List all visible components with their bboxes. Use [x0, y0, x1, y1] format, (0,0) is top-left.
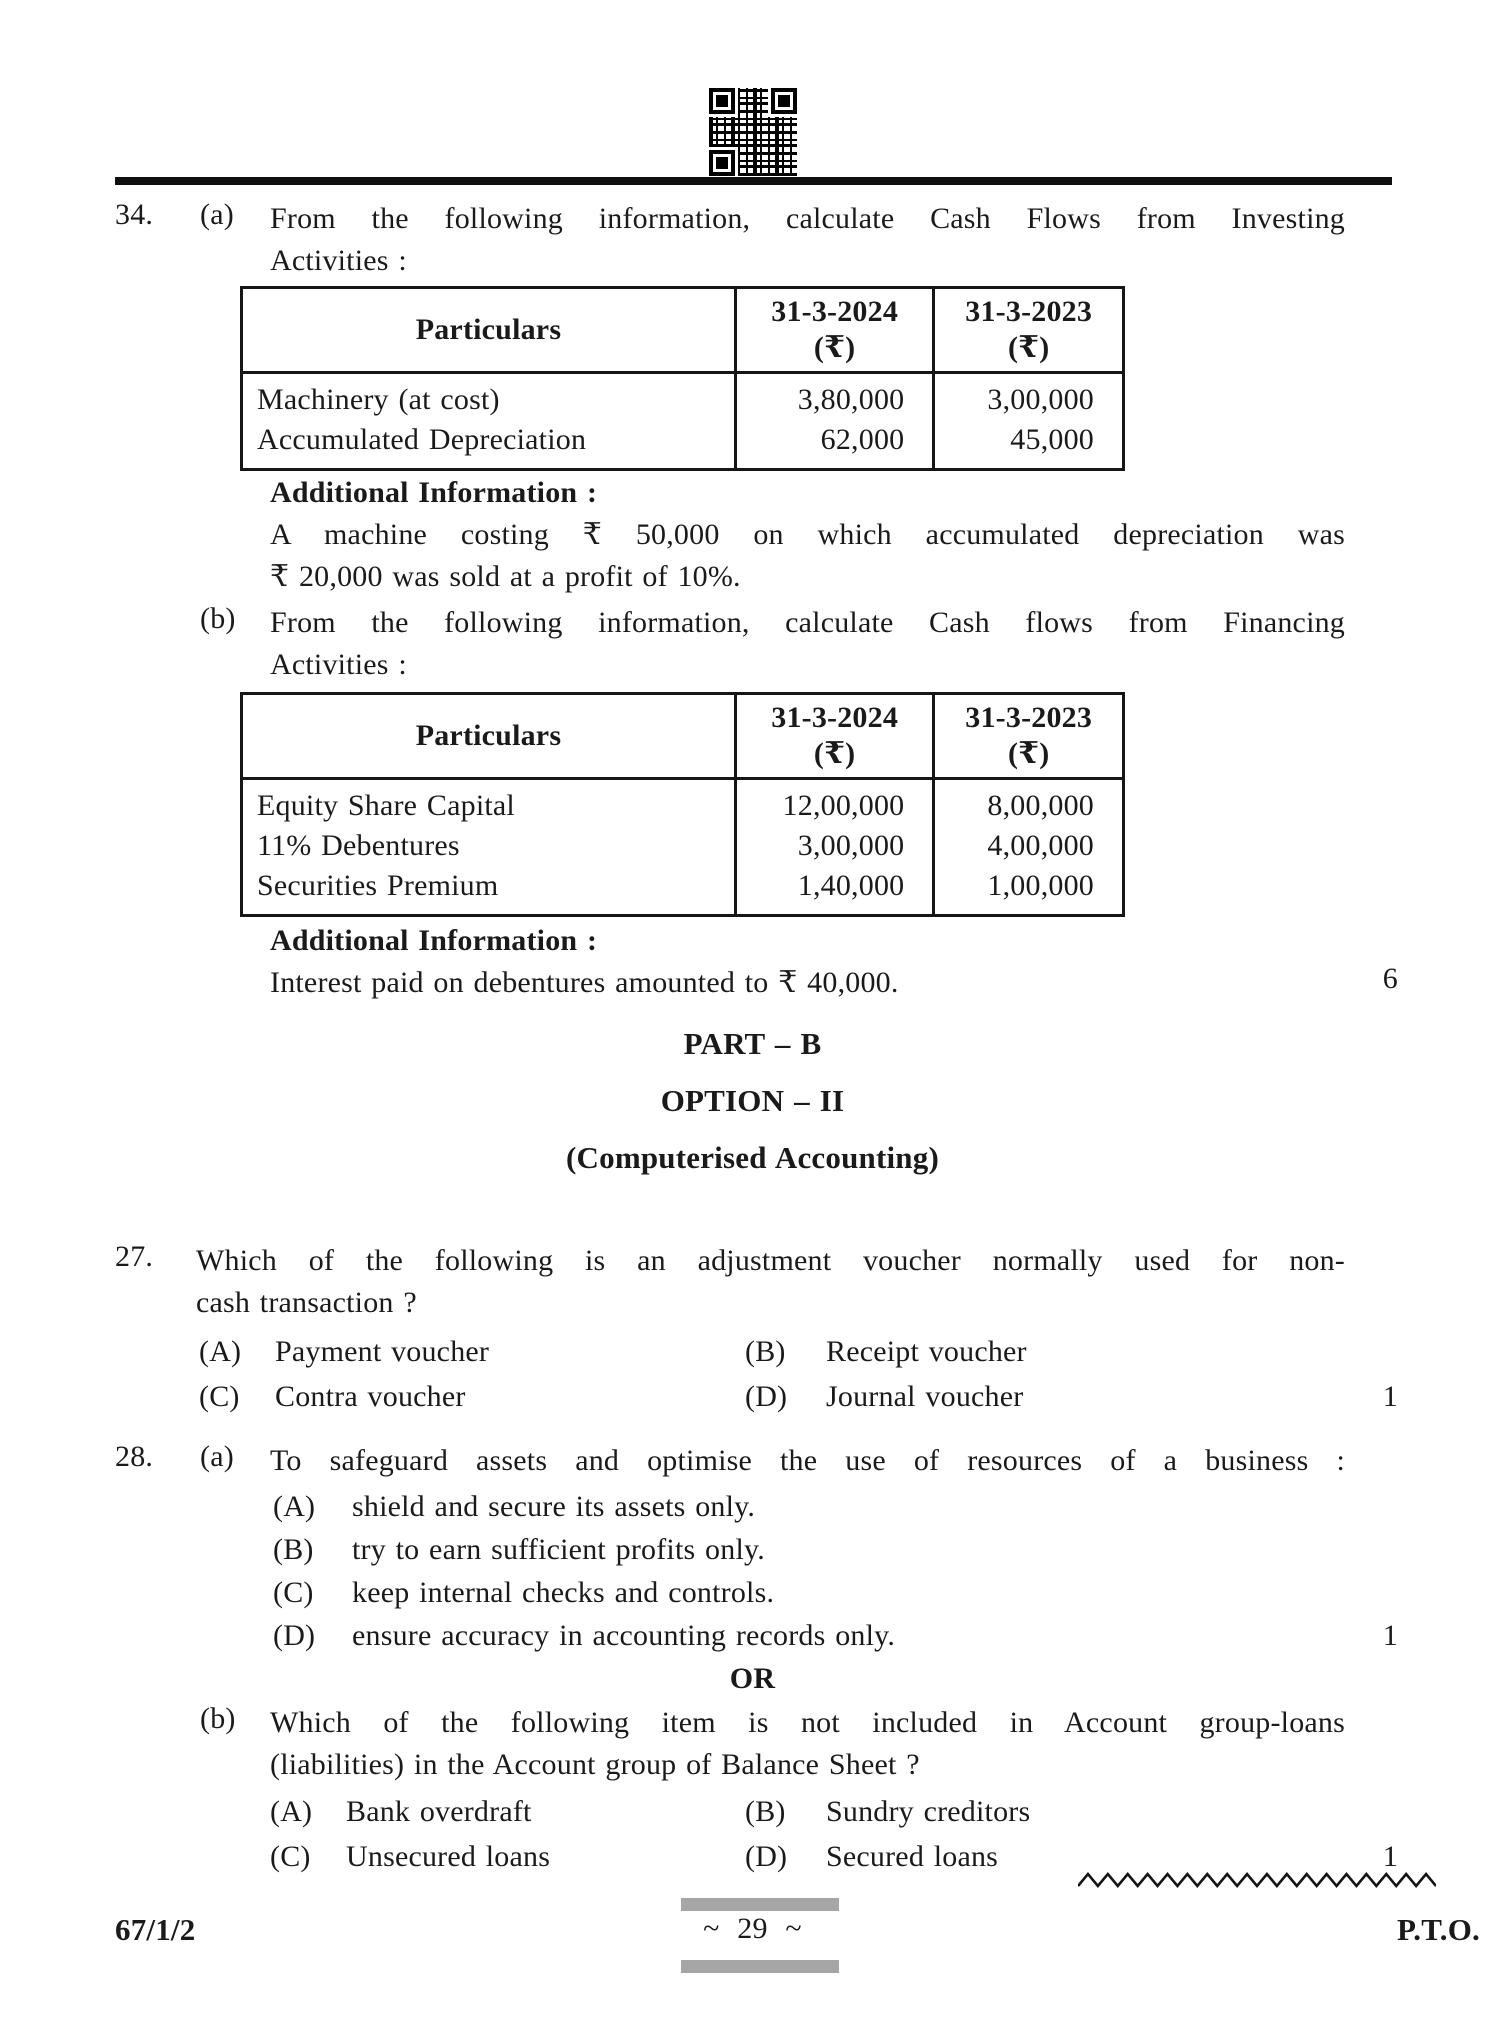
qr-code [707, 86, 799, 178]
paper-code: 67/1/2 [115, 1912, 196, 1947]
page-number: ~ 29 ~ [703, 1912, 802, 1945]
option-row [115, 1486, 1390, 1529]
col-header-currency: (₹) [1007, 331, 1050, 364]
marks-badge: 1 [1382, 1840, 1398, 1873]
row-value-2024: 1,40,000 [735, 866, 933, 916]
option-label: (B) [273, 1533, 314, 1566]
row-value-2023: 8,00,000 [934, 779, 1124, 827]
question-28b-options [115, 1790, 1398, 1880]
marks-badge: 1 [1382, 1380, 1398, 1413]
part-header [115, 1015, 1390, 1186]
col-header-date: 31-3-2023 [965, 295, 1093, 328]
question-27-options [115, 1330, 1398, 1420]
col-header-2024 [735, 694, 933, 779]
question-text-line: Activities : [270, 244, 407, 277]
row-value-2023: 3,00,000 [934, 373, 1124, 421]
or-separator [115, 1658, 1390, 1700]
table-financing-section [115, 692, 1390, 917]
additional-info-a-text [115, 514, 1390, 598]
info-text-line: ₹ 20,000 was sold at a profit of 10%. [270, 560, 741, 593]
option-text: Payment voucher [275, 1335, 490, 1368]
row-label: Machinery (at cost) [257, 383, 500, 416]
question-text-line: (liabilities) in the Account group of Balance Sheet ? [270, 1748, 920, 1781]
option-text: Secured loans [826, 1840, 999, 1873]
question-text-line: To safeguard assets and optimise the use of resources of a business : [270, 1444, 1345, 1477]
question-text-line: Activities : [270, 648, 407, 681]
option-row [115, 1572, 1390, 1615]
sub-question-label: (b) [200, 602, 236, 635]
row-label: 11% Debentures [257, 829, 460, 862]
row-value-2024: 62,000 [735, 420, 933, 470]
row-value-2023: 45,000 [934, 420, 1124, 470]
option-label: (B) [745, 1795, 786, 1828]
col-header-particulars: Particulars [242, 288, 736, 373]
row-value-2024: 3,00,000 [735, 826, 933, 866]
option-row [115, 1615, 1398, 1658]
col-header-date: 31-3-2023 [965, 701, 1093, 734]
question-text-line: Which of the following item is not included in Account group-loans [270, 1706, 1345, 1739]
row-value-2023: 1,00,000 [934, 866, 1124, 916]
question-text-line: cash transaction ? [196, 1286, 417, 1319]
option-text: Contra voucher [275, 1380, 466, 1413]
option-label: (C) [273, 1576, 314, 1609]
col-header-date: 31-3-2024 [771, 295, 899, 328]
question-text-line: From the following information, calculate Cash Flows from Investing [270, 202, 1345, 235]
option-text: try to earn sufficient profits only. [352, 1533, 765, 1566]
or-label: OR [729, 1662, 776, 1695]
table-investing [240, 286, 1125, 471]
table-row [242, 779, 1124, 827]
col-header-currency: (₹) [1007, 737, 1050, 770]
col-header-date: 31-3-2024 [771, 701, 899, 734]
option-text: Sundry creditors [826, 1795, 1031, 1828]
question-34b [115, 602, 1390, 686]
col-header-currency: (₹) [813, 737, 856, 770]
question-34a [115, 198, 1390, 282]
option-label: (D) [273, 1619, 316, 1652]
qr-finder-icon [709, 150, 735, 176]
info-text-line: Interest paid on debentures amounted to ₹ 40,000. [270, 966, 899, 999]
additional-info-b-text [115, 962, 1398, 1004]
zigzag-divider [1078, 1870, 1436, 1890]
row-value-2024: 12,00,000 [735, 779, 933, 827]
option-label: (A) [270, 1795, 313, 1828]
option-label: (B) [745, 1335, 786, 1368]
page-number-bar-bottom [681, 1960, 839, 1973]
additional-info-a-heading [115, 472, 1390, 514]
qr-finder-icon [771, 88, 797, 114]
marks-badge: 1 [1382, 1619, 1398, 1652]
option-label: (C) [199, 1380, 240, 1413]
option-row [115, 1375, 1398, 1420]
question-text-line: Which of the following is an adjustment voucher normally used for non- [196, 1244, 1345, 1277]
col-header-2024 [735, 288, 933, 373]
col-header-2023 [934, 288, 1124, 373]
sub-question-label: (a) [200, 1440, 234, 1473]
option-text: Bank overdraft [346, 1795, 532, 1828]
option-row [115, 1790, 1390, 1835]
table-row [242, 420, 1124, 470]
table-financing [240, 692, 1125, 917]
sub-question-label: (b) [200, 1702, 236, 1735]
option-text: ensure accuracy in accounting records only. [352, 1619, 896, 1652]
heading: Additional Information : [270, 476, 598, 509]
subject-title: (Computerised Accounting) [566, 1140, 939, 1175]
header-rule [115, 177, 1392, 185]
qr-finder-icon [709, 88, 735, 114]
question-number: 34. [115, 198, 154, 231]
option-text: Unsecured loans [346, 1840, 551, 1873]
question-number: 27. [115, 1240, 154, 1273]
marks-badge: 6 [1382, 962, 1398, 995]
question-28a-options [115, 1486, 1398, 1658]
question-28a [115, 1440, 1390, 1482]
col-header-currency: (₹) [813, 331, 856, 364]
option-text: keep internal checks and controls. [352, 1576, 775, 1609]
option-label: (D) [745, 1380, 788, 1413]
additional-info-b-heading [115, 920, 1390, 962]
page-number-bar-top [681, 1898, 839, 1911]
question-number: 28. [115, 1440, 154, 1473]
col-header-2023 [934, 694, 1124, 779]
option-text: shield and secure its assets only. [352, 1490, 756, 1523]
table-row [242, 866, 1124, 916]
row-label: Equity Share Capital [257, 789, 515, 822]
table-row [242, 826, 1124, 866]
option-label: (D) [745, 1840, 788, 1873]
option-text: Receipt voucher [826, 1335, 1027, 1368]
option-label: (A) [273, 1490, 316, 1523]
table-investing-section [115, 286, 1390, 471]
part-title: PART – B [683, 1026, 822, 1061]
question-27 [115, 1240, 1390, 1324]
row-label: Securities Premium [257, 869, 499, 902]
row-value-2024: 3,80,000 [735, 373, 933, 421]
option-label: (A) [199, 1335, 242, 1368]
sub-question-label: (a) [200, 198, 234, 231]
table-row [242, 373, 1124, 421]
option-row [115, 1330, 1390, 1375]
option-title: OPTION – II [660, 1083, 845, 1118]
pto-label: P.T.O. [1396, 1912, 1480, 1947]
option-text: Journal voucher [826, 1380, 1024, 1413]
heading: Additional Information : [270, 924, 598, 957]
option-row [115, 1529, 1390, 1572]
col-header-particulars: Particulars [242, 694, 736, 779]
info-text-line: A machine costing ₹ 50,000 on which accumulated depreciation was [270, 518, 1345, 551]
option-label: (C) [270, 1840, 311, 1873]
row-label: Accumulated Depreciation [257, 423, 587, 456]
question-text-line: From the following information, calculate Cash flows from Financing [270, 606, 1345, 639]
row-value-2023: 4,00,000 [934, 826, 1124, 866]
question-28b [115, 1702, 1390, 1786]
